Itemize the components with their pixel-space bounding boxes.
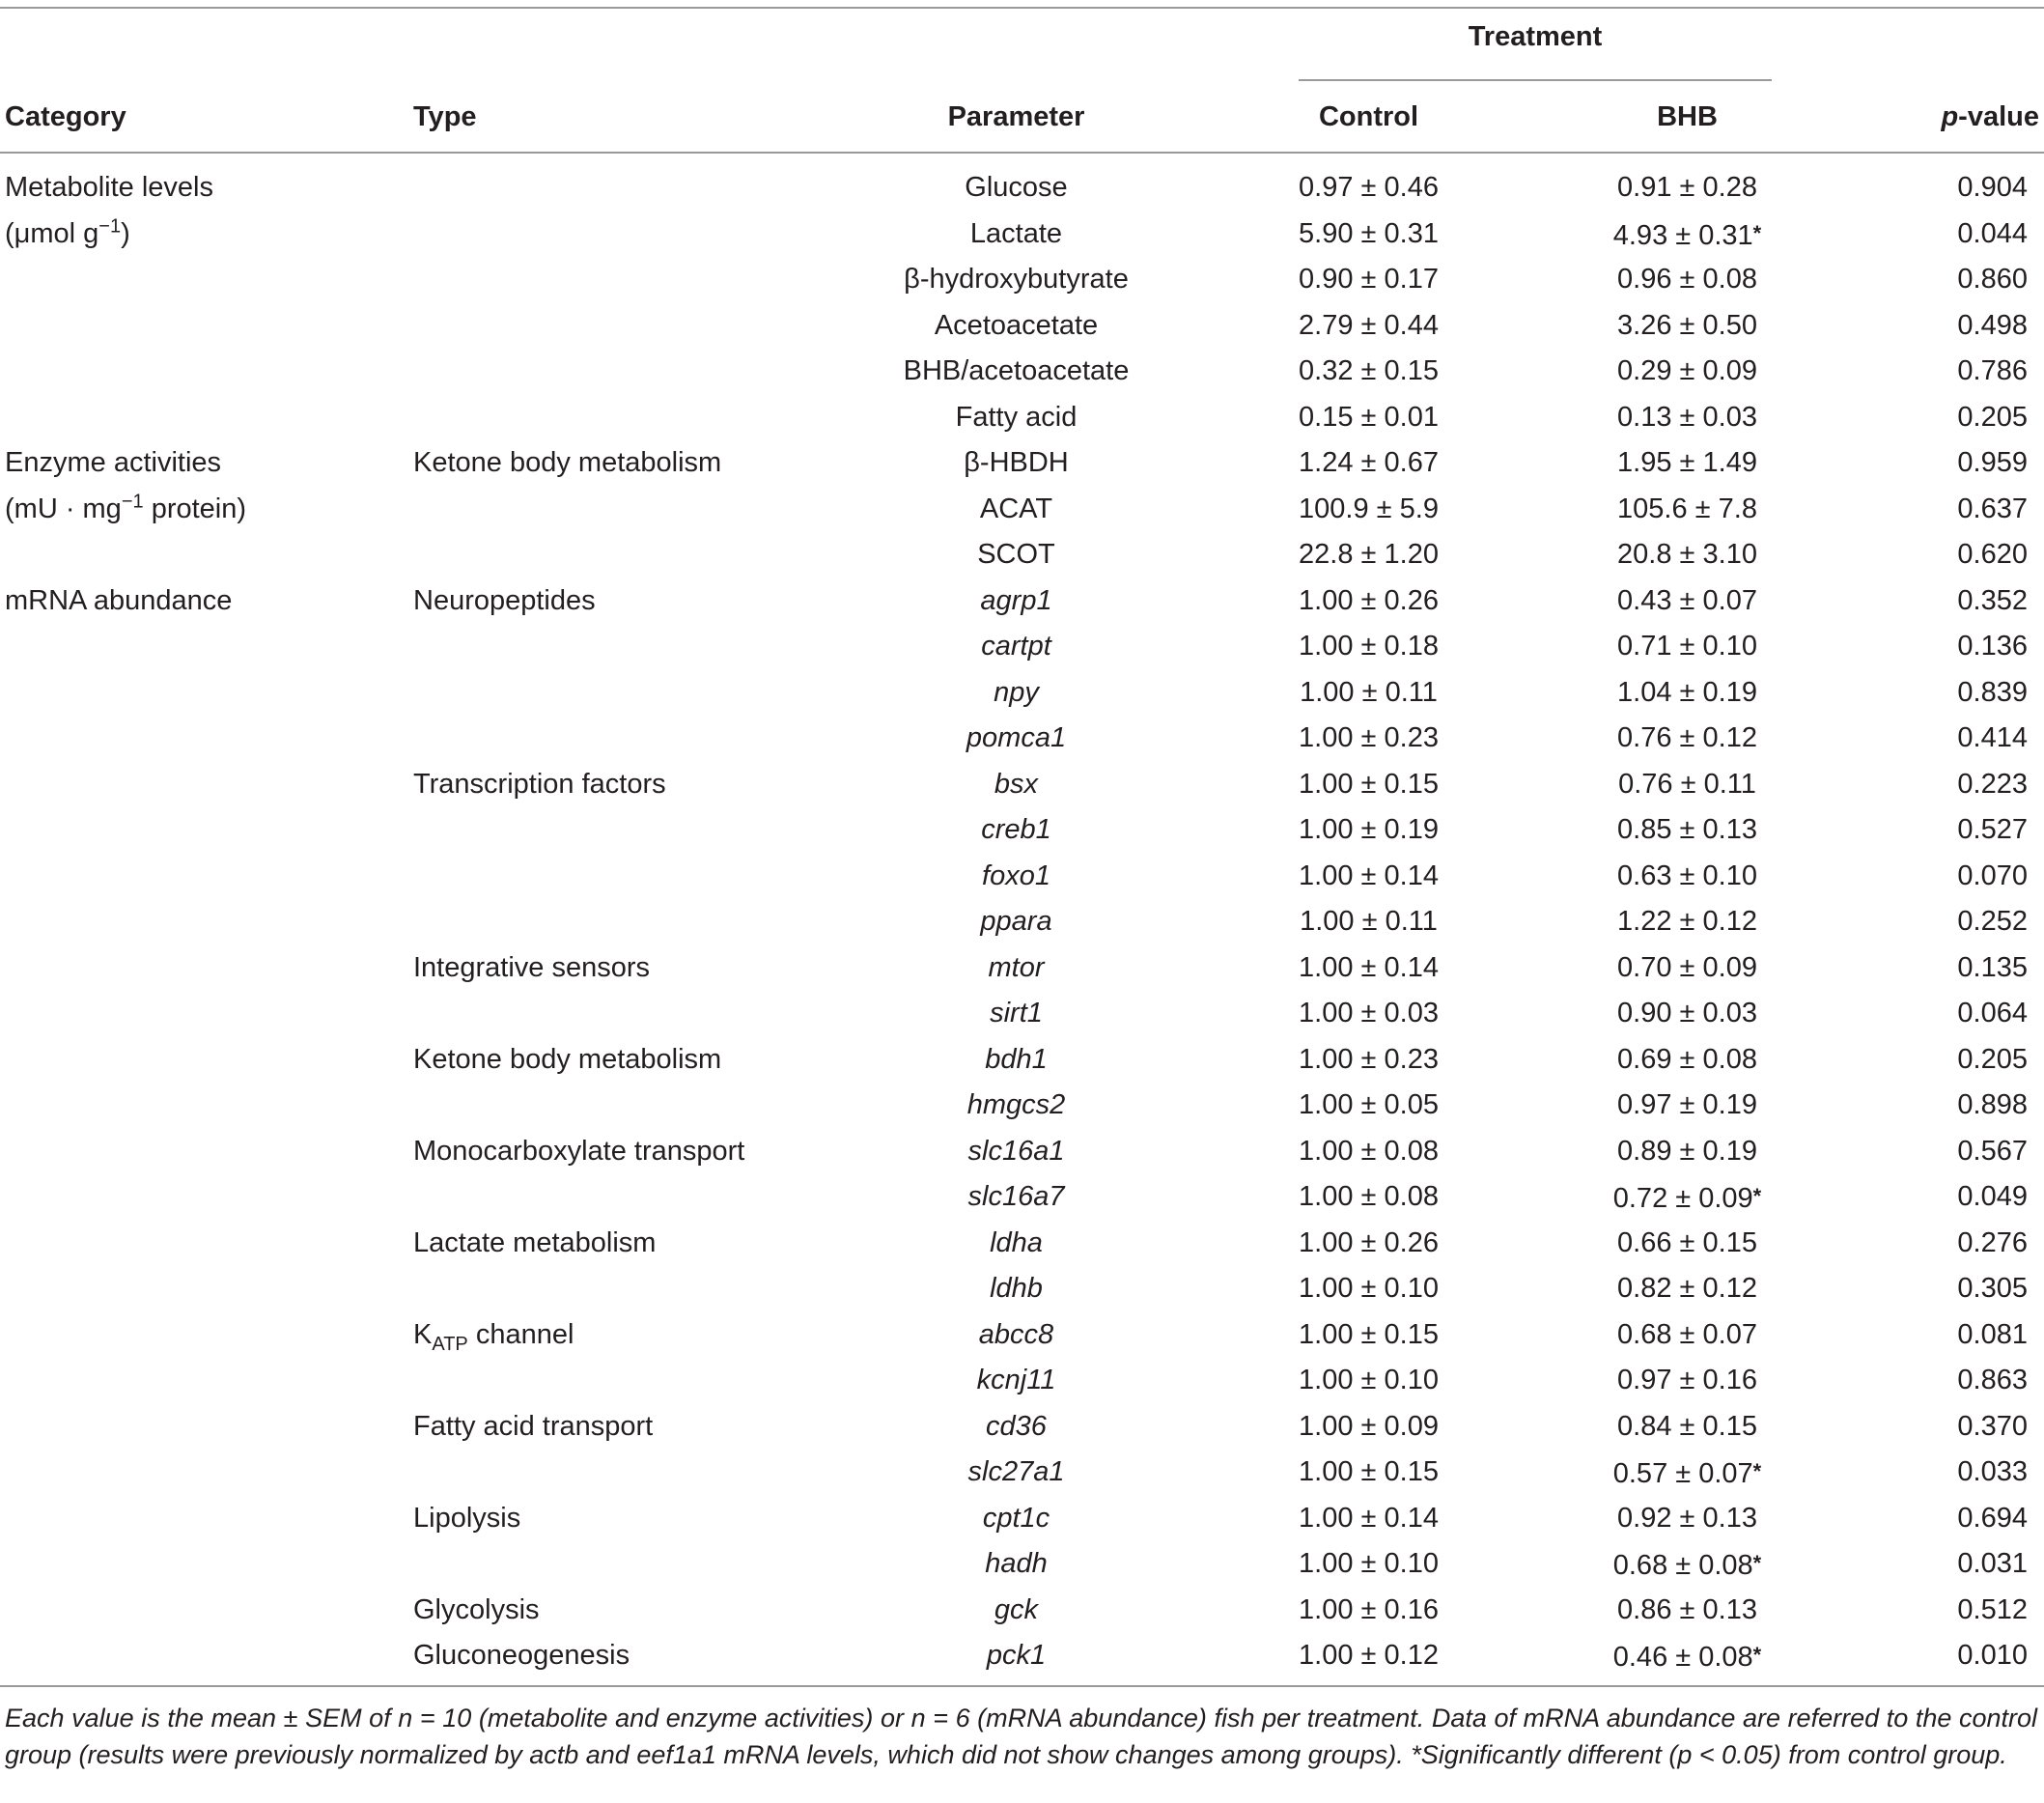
column-header-parameter: Parameter xyxy=(947,101,1085,132)
table-row xyxy=(0,808,2044,855)
cell-p-value: 0.898 xyxy=(1957,1089,2028,1120)
bhb-value: 0.97 ± 0.16 xyxy=(1617,1365,1757,1395)
treatment-underline xyxy=(1299,79,1772,81)
cell-bhb xyxy=(1569,946,1806,989)
bhb-value: 0.13 ± 0.03 xyxy=(1617,401,1757,433)
table-row xyxy=(0,1634,2044,1680)
cell-control: 1.00 ± 0.08 xyxy=(1299,1181,1439,1212)
cell-parameter: bsx xyxy=(994,768,1039,800)
cell-type: Gluconeogenesis xyxy=(413,1640,630,1671)
cell-parameter: Fatty acid xyxy=(955,401,1078,433)
cell-bhb xyxy=(1569,992,1806,1034)
unit-base: (mU · mg xyxy=(5,493,122,524)
category-unit xyxy=(5,488,246,530)
column-header-type: Type xyxy=(413,101,477,132)
cell-control: 1.00 ± 0.05 xyxy=(1299,1089,1439,1120)
cell-p-value: 0.205 xyxy=(1957,401,2028,433)
table-row xyxy=(0,304,2044,351)
cell-bhb xyxy=(1569,533,1806,576)
table-bottom-rule xyxy=(0,1685,2044,1687)
cell-control: 2.79 ± 0.44 xyxy=(1299,309,1439,341)
cell-parameter: hmgcs2 xyxy=(966,1089,1066,1120)
table-row xyxy=(0,1222,2044,1268)
cell-type: Ketone body metabolism xyxy=(413,447,722,478)
cell-p-value: 0.839 xyxy=(1957,676,2028,708)
cell-p-value: 0.694 xyxy=(1957,1502,2028,1534)
cell-parameter: foxo1 xyxy=(982,859,1050,891)
bhb-value: 0.66 ± 0.15 xyxy=(1617,1226,1757,1258)
bhb-value: 0.96 ± 0.08 xyxy=(1617,264,1757,295)
cell-p-value: 0.081 xyxy=(1957,1318,2028,1350)
table-row xyxy=(0,1084,2044,1130)
cell-parameter: β-HBDH xyxy=(964,447,1069,478)
table-row xyxy=(0,396,2044,442)
cell-type: Fatty acid transport xyxy=(413,1410,654,1442)
bhb-value: 1.95 ± 1.49 xyxy=(1617,447,1757,478)
cell-p-value: 0.637 xyxy=(1957,493,2028,524)
cell-parameter: sirt1 xyxy=(990,998,1043,1028)
bhb-value: 0.72 ± 0.09 xyxy=(1612,1183,1753,1214)
cell-bhb xyxy=(1569,1175,1806,1220)
cell-category: Metabolite levels xyxy=(5,172,213,203)
cell-p-value: 0.904 xyxy=(1957,172,2028,203)
table-row xyxy=(0,166,2044,212)
table-row xyxy=(0,763,2044,809)
cell-p-value: 0.414 xyxy=(1957,722,2028,753)
bhb-value: 0.46 ± 0.08 xyxy=(1612,1642,1753,1673)
cell-bhb xyxy=(1569,304,1806,347)
cell-control: 1.00 ± 0.16 xyxy=(1299,1593,1439,1625)
cell-p-value: 0.352 xyxy=(1957,584,2028,616)
cell-p-value: 0.064 xyxy=(1957,998,2028,1028)
cell-parameter: Lactate xyxy=(969,217,1063,249)
table-footnote: Each value is the mean ± SEM of n = 10 (metabolite and enzyme activities) or n = 6 (mRNA abundance) fish per treatment. Data of mRNA abundance are referred to the control group (results were previously normalized by actb and eef1a1 mRNA levels, which did not show changes among groups). *Significantly different (p < 0.05) from control group. xyxy=(5,1704,2037,1769)
cell-control: 1.24 ± 0.67 xyxy=(1299,447,1439,478)
cell-category: Enzyme activities xyxy=(5,447,222,478)
table-row xyxy=(0,1405,2044,1451)
cell-parameter: bdh1 xyxy=(985,1043,1048,1075)
bhb-value: 0.76 ± 0.11 xyxy=(1618,768,1756,800)
bhb-value: 20.8 ± 3.10 xyxy=(1617,539,1757,570)
cell-control: 0.32 ± 0.15 xyxy=(1299,355,1439,386)
column-header-p-value xyxy=(1834,101,2039,133)
p-suffix: -value xyxy=(1958,101,2039,132)
cell-bhb xyxy=(1569,808,1806,851)
bhb-value: 0.92 ± 0.13 xyxy=(1617,1502,1757,1534)
table-row xyxy=(0,1589,2044,1635)
cell-control: 1.00 ± 0.12 xyxy=(1299,1640,1439,1671)
cell-control: 0.97 ± 0.46 xyxy=(1299,172,1439,203)
table-row xyxy=(0,258,2044,304)
table-row xyxy=(0,488,2044,534)
cell-p-value: 0.786 xyxy=(1957,355,2028,386)
table-row xyxy=(0,1267,2044,1313)
table-row xyxy=(0,1359,2044,1405)
bhb-value: 0.76 ± 0.12 xyxy=(1617,722,1757,753)
bhb-value: 105.6 ± 7.8 xyxy=(1617,493,1757,524)
cell-bhb xyxy=(1569,1451,1806,1495)
cell-parameter: creb1 xyxy=(981,814,1051,845)
cell-parameter: hadh xyxy=(985,1548,1048,1579)
cell-bhb xyxy=(1569,441,1806,484)
significance-marker: * xyxy=(1752,1459,1762,1483)
cell-control: 1.00 ± 0.08 xyxy=(1299,1135,1439,1167)
cell-parameter: cd36 xyxy=(986,1410,1047,1442)
cell-bhb xyxy=(1569,166,1806,209)
cell-p-value: 0.305 xyxy=(1957,1273,2028,1304)
cell-control: 1.00 ± 0.26 xyxy=(1299,1226,1439,1258)
bhb-value: 0.85 ± 0.13 xyxy=(1617,814,1757,845)
cell-parameter: Acetoacetate xyxy=(934,309,1099,341)
cell-p-value: 0.223 xyxy=(1957,768,2028,800)
cell-p-value: 0.959 xyxy=(1957,447,2028,478)
cell-parameter: Glucose xyxy=(965,172,1068,203)
cell-control: 1.00 ± 0.23 xyxy=(1299,1043,1439,1075)
bhb-value: 0.68 ± 0.08 xyxy=(1612,1550,1753,1581)
cell-control: 0.90 ± 0.17 xyxy=(1299,264,1439,295)
cell-p-value: 0.205 xyxy=(1957,1043,2028,1075)
cell-bhb xyxy=(1569,1589,1806,1631)
table-row xyxy=(0,441,2044,488)
bhb-value: 0.68 ± 0.07 xyxy=(1617,1318,1757,1350)
table-row xyxy=(0,855,2044,901)
cell-parameter: ppara xyxy=(980,906,1052,937)
cell-p-value: 0.136 xyxy=(1957,631,2028,662)
cell-control: 1.00 ± 0.10 xyxy=(1299,1365,1439,1395)
bhb-value: 0.29 ± 0.09 xyxy=(1617,355,1757,386)
table-row xyxy=(0,1130,2044,1176)
cell-p-value: 0.370 xyxy=(1957,1410,2028,1442)
significance-marker: * xyxy=(1752,220,1762,245)
category-unit xyxy=(5,212,130,255)
significance-marker: * xyxy=(1752,1551,1762,1575)
cell-category: mRNA abundance xyxy=(5,584,233,616)
cell-control: 1.00 ± 0.03 xyxy=(1299,998,1439,1028)
cell-parameter: cpt1c xyxy=(982,1502,1050,1534)
cell-control: 1.00 ± 0.19 xyxy=(1299,814,1439,845)
unit-exponent: −1 xyxy=(98,214,122,237)
cell-parameter: SCOT xyxy=(977,539,1055,570)
cell-p-value: 0.010 xyxy=(1957,1640,2028,1671)
cell-bhb xyxy=(1569,717,1806,759)
cell-p-value: 0.049 xyxy=(1957,1181,2028,1212)
cell-type: Neuropeptides xyxy=(413,584,596,616)
cell-parameter: agrp1 xyxy=(980,584,1052,616)
bhb-value: 0.89 ± 0.19 xyxy=(1617,1135,1757,1167)
cell-bhb xyxy=(1569,763,1806,805)
table-row xyxy=(0,671,2044,718)
cell-control: 1.00 ± 0.09 xyxy=(1299,1410,1439,1442)
bhb-value: 0.43 ± 0.07 xyxy=(1617,584,1757,616)
cell-p-value: 0.567 xyxy=(1957,1135,2028,1167)
cell-p-value: 0.527 xyxy=(1957,814,2028,845)
cell-type: Integrative sensors xyxy=(413,951,651,983)
cell-bhb xyxy=(1569,900,1806,943)
bhb-value: 4.93 ± 0.31 xyxy=(1612,219,1753,251)
table-row xyxy=(0,1497,2044,1543)
cell-parameter: slc16a7 xyxy=(967,1181,1065,1212)
bhb-value: 0.91 ± 0.28 xyxy=(1617,172,1757,203)
table-top-rule xyxy=(0,7,2044,9)
cell-bhb xyxy=(1569,1038,1806,1081)
cell-bhb xyxy=(1569,855,1806,897)
cell-control: 1.00 ± 0.14 xyxy=(1299,859,1439,891)
katp-subscript: ATP xyxy=(432,1333,468,1355)
header-rule xyxy=(0,152,2044,154)
cell-type: Ketone body metabolism xyxy=(413,1043,722,1075)
cell-parameter: kcnj11 xyxy=(976,1365,1056,1395)
significance-marker: * xyxy=(1752,1643,1762,1667)
cell-control: 1.00 ± 0.15 xyxy=(1299,1456,1439,1487)
column-header-category: Category xyxy=(5,101,126,132)
p-italic: p xyxy=(1941,101,1959,132)
cell-control: 1.00 ± 0.26 xyxy=(1299,584,1439,616)
cell-control: 1.00 ± 0.23 xyxy=(1299,722,1439,753)
cell-parameter: pck1 xyxy=(986,1640,1047,1671)
table-body xyxy=(0,166,2044,1680)
type-katp-channel xyxy=(413,1313,574,1356)
cell-p-value: 0.252 xyxy=(1957,906,2028,937)
unit-close: ) xyxy=(121,217,130,249)
cell-bhb xyxy=(1569,1634,1806,1678)
cell-parameter: pomca1 xyxy=(966,722,1067,753)
unit-close: protein) xyxy=(143,493,247,524)
cell-control: 1.00 ± 0.11 xyxy=(1300,676,1438,708)
table-row xyxy=(0,1175,2044,1222)
cell-parameter: cartpt xyxy=(981,631,1051,662)
cell-bhb xyxy=(1569,671,1806,714)
cell-p-value: 0.031 xyxy=(1957,1548,2028,1579)
column-header-control: Control xyxy=(1318,101,1419,132)
katp-rest: channel xyxy=(467,1318,574,1350)
cell-control: 1.00 ± 0.18 xyxy=(1299,631,1439,662)
cell-p-value: 0.863 xyxy=(1957,1365,2028,1395)
cell-parameter: BHB/acetoacetate xyxy=(903,355,1130,386)
cell-bhb xyxy=(1569,1084,1806,1126)
cell-bhb xyxy=(1569,1222,1806,1264)
cell-control: 1.00 ± 0.15 xyxy=(1299,768,1439,800)
unit-base: (μmol g xyxy=(5,217,99,249)
treatment-header: Treatment xyxy=(1468,21,1603,52)
cell-bhb xyxy=(1569,396,1806,438)
cell-bhb xyxy=(1569,258,1806,300)
cell-bhb xyxy=(1569,212,1806,257)
cell-type: Transcription factors xyxy=(413,768,666,800)
table-row xyxy=(0,1313,2044,1360)
cell-bhb xyxy=(1569,579,1806,622)
cell-control: 1.00 ± 0.14 xyxy=(1299,1502,1439,1534)
cell-control: 5.90 ± 0.31 xyxy=(1299,217,1439,249)
table-row xyxy=(0,992,2044,1038)
cell-control: 1.00 ± 0.15 xyxy=(1299,1318,1439,1350)
cell-control: 1.00 ± 0.11 xyxy=(1300,906,1438,937)
cell-control: 0.15 ± 0.01 xyxy=(1299,401,1439,433)
cell-bhb xyxy=(1569,1359,1806,1401)
cell-control: 22.8 ± 1.20 xyxy=(1299,539,1439,570)
bhb-value: 0.69 ± 0.08 xyxy=(1617,1043,1757,1075)
cell-parameter: slc27a1 xyxy=(967,1456,1065,1487)
bhb-value: 0.90 ± 0.03 xyxy=(1617,998,1757,1028)
cell-p-value: 0.276 xyxy=(1957,1226,2028,1258)
cell-parameter: ldha xyxy=(990,1226,1043,1258)
cell-parameter: ldhb xyxy=(990,1273,1043,1304)
table-row xyxy=(0,625,2044,671)
cell-bhb xyxy=(1569,1405,1806,1448)
cell-control: 1.00 ± 0.10 xyxy=(1299,1273,1439,1304)
bhb-value: 0.70 ± 0.09 xyxy=(1617,951,1757,983)
cell-type: Glycolysis xyxy=(413,1593,540,1625)
table-row xyxy=(0,946,2044,993)
katp-k: K xyxy=(413,1318,433,1350)
cell-control: 1.00 ± 0.14 xyxy=(1299,951,1439,983)
cell-parameter: gck xyxy=(994,1593,1039,1625)
table-row xyxy=(0,1542,2044,1589)
cell-type: Lactate metabolism xyxy=(413,1226,657,1258)
cell-p-value: 0.860 xyxy=(1957,264,2028,295)
cell-bhb xyxy=(1569,1267,1806,1310)
bhb-value: 0.63 ± 0.10 xyxy=(1617,859,1757,891)
bhb-value: 1.22 ± 0.12 xyxy=(1617,906,1757,937)
bhb-value: 0.82 ± 0.12 xyxy=(1617,1273,1757,1304)
cell-parameter: npy xyxy=(994,676,1039,708)
cell-bhb xyxy=(1569,1497,1806,1539)
cell-parameter: abcc8 xyxy=(978,1318,1054,1350)
table-row xyxy=(0,579,2044,626)
bhb-value: 0.57 ± 0.07 xyxy=(1612,1458,1753,1489)
bhb-value: 0.71 ± 0.10 xyxy=(1617,631,1757,662)
bhb-value: 1.04 ± 0.19 xyxy=(1617,676,1757,708)
cell-p-value: 0.135 xyxy=(1957,951,2028,983)
cell-control: 100.9 ± 5.9 xyxy=(1299,493,1439,524)
cell-p-value: 0.044 xyxy=(1957,217,2028,249)
cell-bhb xyxy=(1569,1313,1806,1356)
cell-bhb xyxy=(1569,1542,1806,1587)
cell-bhb xyxy=(1569,350,1806,392)
table-row xyxy=(0,533,2044,579)
significance-marker: * xyxy=(1752,1184,1762,1208)
cell-bhb xyxy=(1569,488,1806,530)
cell-parameter: ACAT xyxy=(979,493,1053,524)
cell-type: Monocarboxylate transport xyxy=(413,1135,745,1167)
bhb-value: 0.86 ± 0.13 xyxy=(1617,1593,1757,1625)
cell-parameter: slc16a1 xyxy=(967,1135,1065,1167)
table-row xyxy=(0,717,2044,763)
table-row xyxy=(0,900,2044,946)
cell-parameter: β-hydroxybutyrate xyxy=(904,264,1129,295)
cell-p-value: 0.620 xyxy=(1957,539,2028,570)
bhb-value: 0.97 ± 0.19 xyxy=(1617,1089,1757,1120)
column-header-bhb: BHB xyxy=(1657,101,1718,132)
cell-bhb xyxy=(1569,625,1806,667)
cell-control: 1.00 ± 0.10 xyxy=(1299,1548,1439,1579)
cell-type: Lipolysis xyxy=(413,1502,521,1534)
cell-parameter: mtor xyxy=(988,951,1045,983)
table-row xyxy=(0,1038,2044,1085)
cell-p-value: 0.512 xyxy=(1957,1593,2028,1625)
unit-exponent: −1 xyxy=(121,490,144,512)
cell-p-value: 0.070 xyxy=(1957,859,2028,891)
cell-p-value: 0.498 xyxy=(1957,309,2028,341)
cell-p-value: 0.033 xyxy=(1957,1456,2028,1487)
table-row xyxy=(0,1451,2044,1497)
bhb-value: 3.26 ± 0.50 xyxy=(1617,309,1757,341)
cell-bhb xyxy=(1569,1130,1806,1172)
bhb-value: 0.84 ± 0.15 xyxy=(1617,1410,1757,1442)
table-row xyxy=(0,212,2044,259)
table-row xyxy=(0,350,2044,396)
